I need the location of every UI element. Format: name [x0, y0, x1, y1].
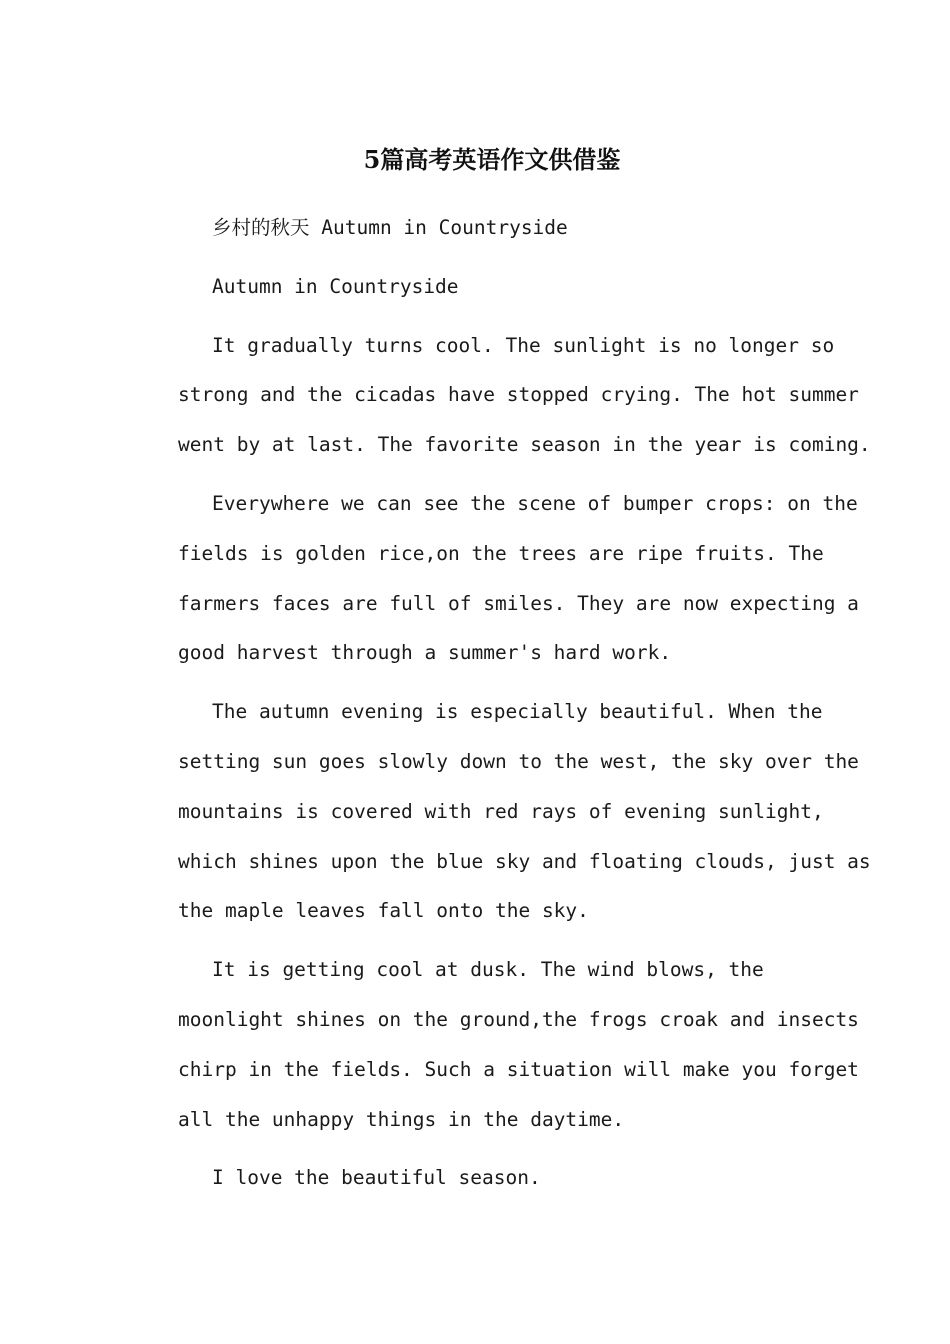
- paragraph-line: went by at last. The favorite season in the year is coming.: [178, 433, 871, 457]
- paragraph-line: farmers faces are full of smiles. They are now expecting a: [178, 591, 859, 615]
- paragraph-7: [144, 1153, 808, 1203]
- paragraph-2: [144, 262, 808, 312]
- paragraph-5: [144, 687, 871, 936]
- paragraph-line: all the unhappy things in the daytime.: [178, 1107, 625, 1131]
- paragraph-line: Autumn in Countryside: [212, 274, 459, 298]
- paragraph-line: strong and the cicadas have stopped crying. The hot summer: [178, 383, 859, 407]
- paragraph-3: [144, 321, 871, 470]
- paragraph-line: fields is golden rice,on the trees are ripe fruits. The: [178, 541, 824, 565]
- paragraph-line: the maple leaves fall onto the sky.: [178, 899, 589, 923]
- paragraph-line: which shines upon the blue sky and floating clouds, just as: [178, 849, 871, 873]
- paragraph-line: moonlight shines on the ground,the frogs croak and insects: [178, 1007, 859, 1031]
- paragraph-line: setting sun goes slowly down to the west, the sky over the: [178, 749, 859, 773]
- paragraph-line: 乡村的秋天 Autumn in Countryside: [212, 216, 568, 239]
- document-body: [144, 203, 871, 1212]
- paragraph-line: It gradually turns cool. The sunlight is no longer so: [212, 333, 835, 357]
- paragraph-line: It is getting cool at dusk. The wind blows, the: [212, 958, 764, 982]
- paragraph-line: good harvest through a summer's hard work.: [178, 641, 672, 665]
- paragraph-1: [144, 203, 808, 253]
- paragraph-line: Everywhere we can see the scene of bumper crops: on the: [212, 491, 858, 515]
- document-title: 5篇高考英语作文供借鉴: [363, 145, 621, 174]
- paragraph-line: chirp in the fields. Such a situation will make you forget: [178, 1057, 859, 1081]
- paragraph-4: [144, 479, 859, 678]
- paragraph-6: [144, 945, 859, 1144]
- paragraph-line: mountains is covered with red rays of evening sunlight,: [178, 799, 824, 823]
- paragraph-line: I love the beautiful season.: [212, 1166, 541, 1190]
- paragraph-line: The autumn evening is especially beautiful. When the: [212, 700, 823, 724]
